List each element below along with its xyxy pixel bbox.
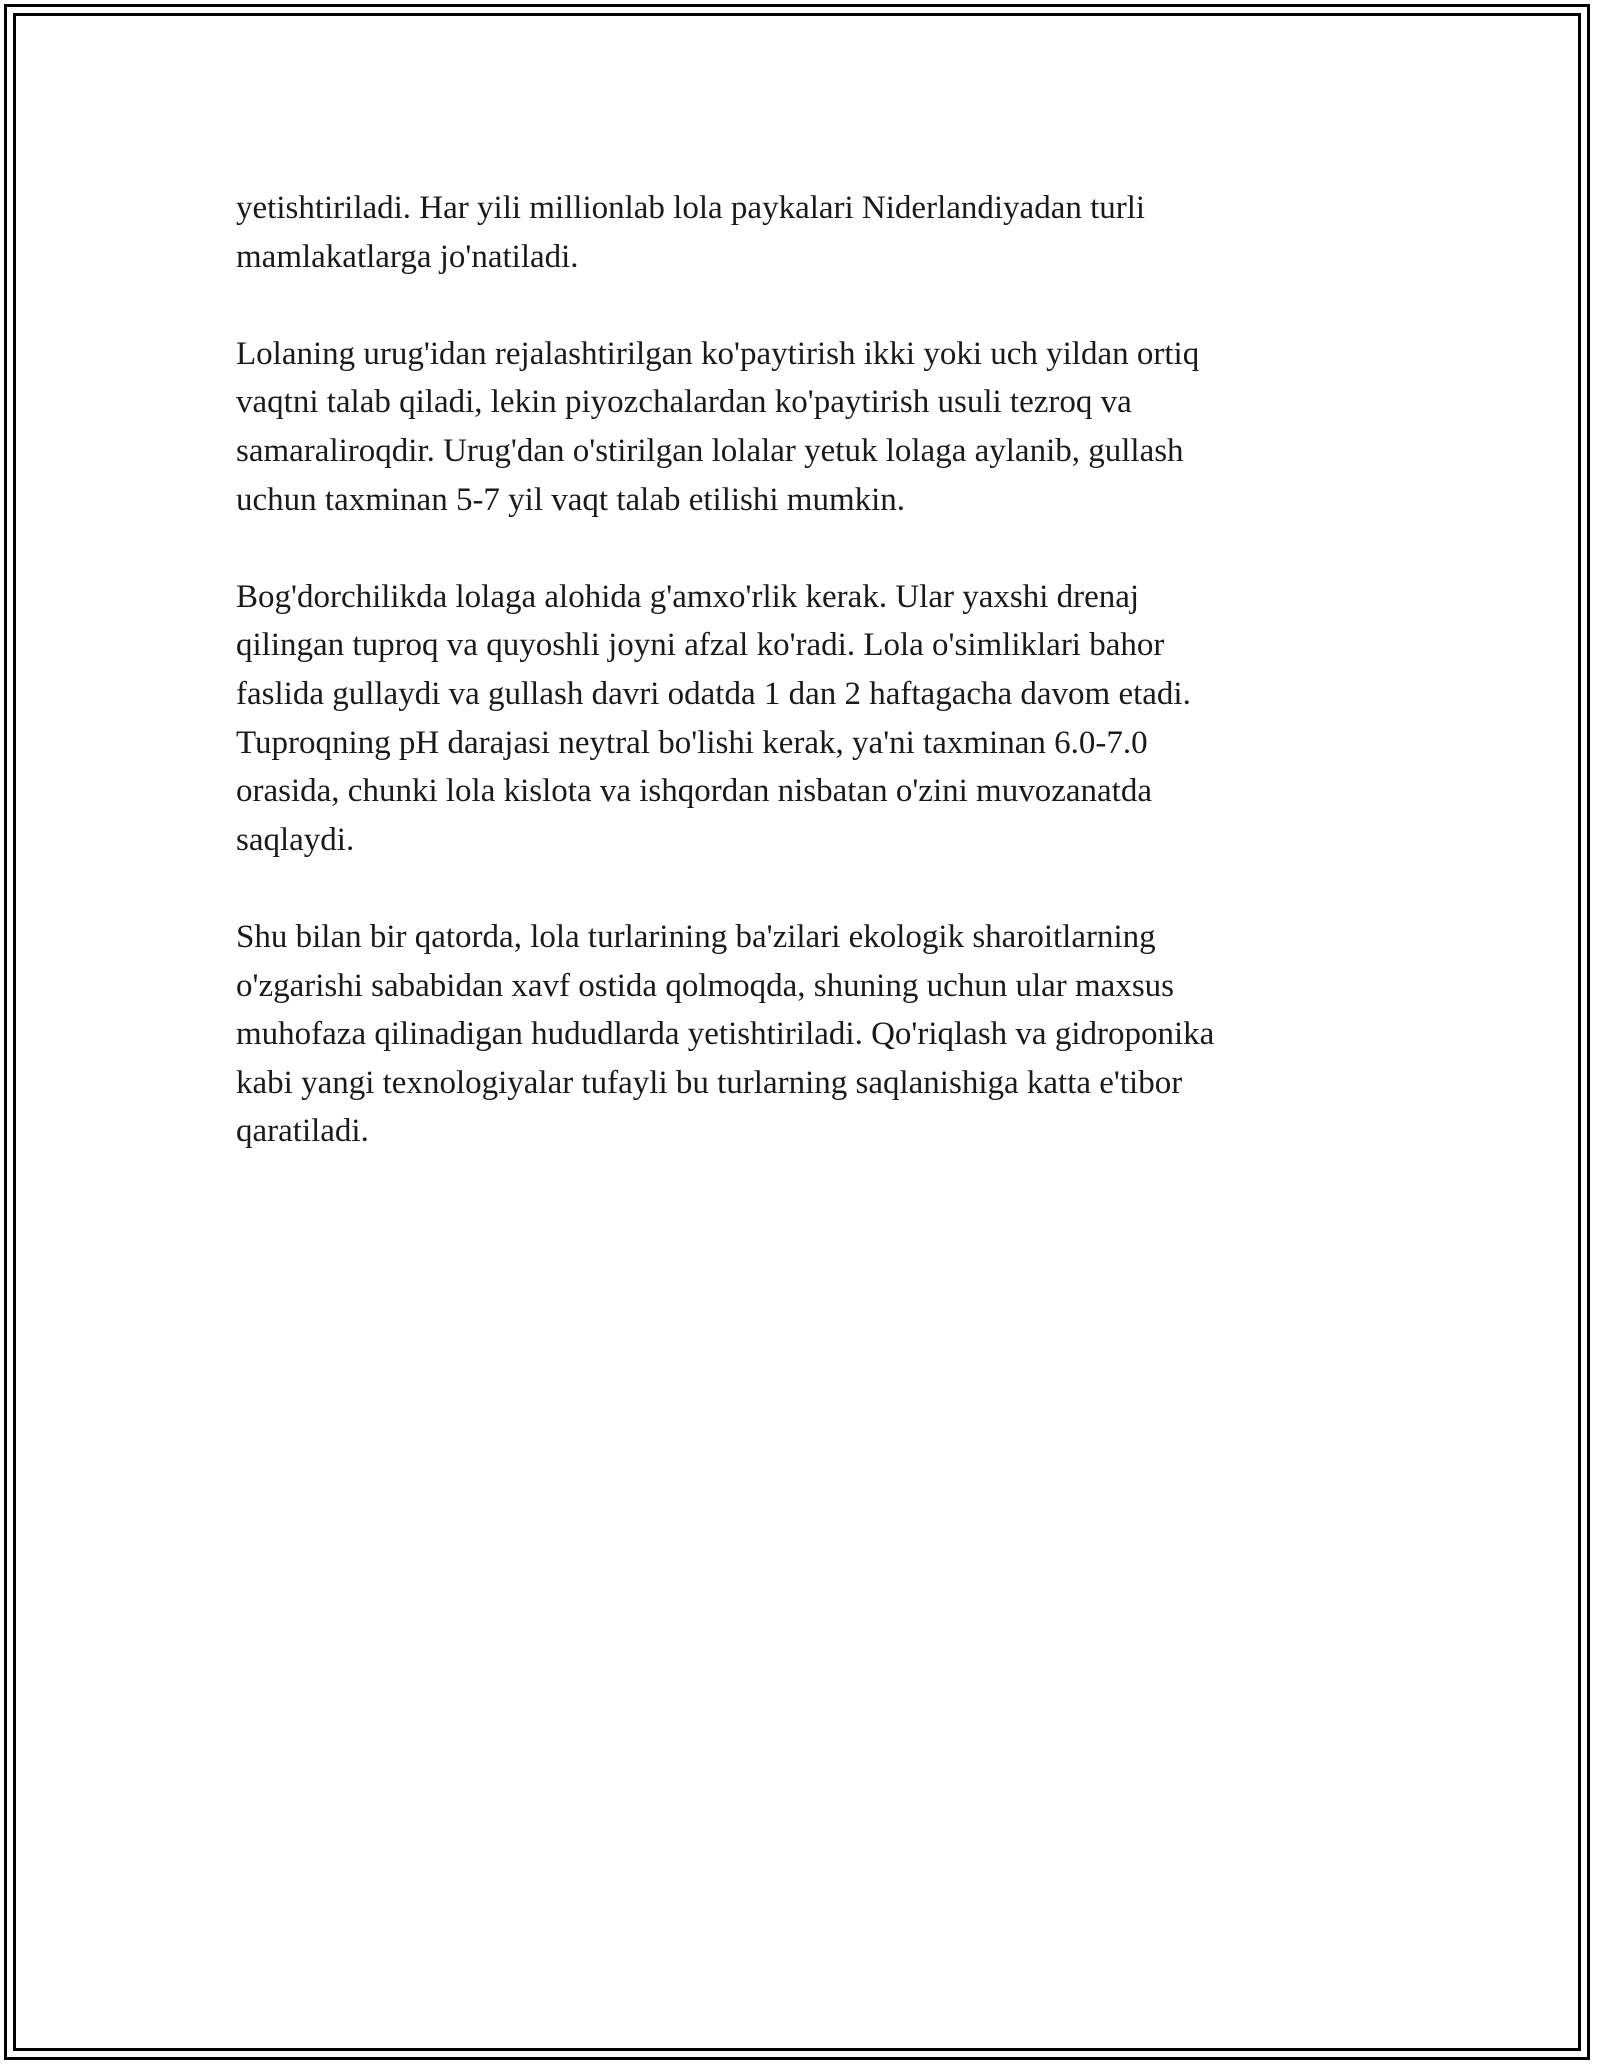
text-line: vaqtni talab qiladi, lekin piyozchalardan ko'paytirish usuli tezroq va — [236, 384, 1132, 421]
text-line: Bog'dorchilikda lolaga alohida g'amxo'rlik kerak. Ular yaxshi drenaj — [236, 578, 1140, 615]
document-body — [236, 184, 1356, 1204]
text-line: qaratiladi. — [236, 1113, 369, 1150]
text-line: orasida, chunki lola kislota va ishqordan nisbatan o'zini muvozanatda — [236, 773, 1152, 810]
paragraph-3 — [236, 573, 1356, 865]
text-line: Shu bilan bir qatorda, lola turlarining ba'zilari ekologik sharoitlarning — [236, 918, 1156, 955]
paragraph-4 — [236, 913, 1356, 1156]
text-line: mamlakatlarga jo'natiladi. — [236, 238, 579, 275]
text-line: Lolaning urug'idan rejalashtirilgan ko'paytirish ikki yoki uch yildan ortiq — [236, 335, 1200, 372]
text-line: yetishtiriladi. Har yili millionlab lola paykalari Niderlandiyadan turli — [236, 190, 1146, 226]
text-line: uchun taxminan 5-7 yil vaqt talab etilishi mumkin. — [236, 481, 906, 518]
text-line: faslida gullaydi va gullash davri odatda 1 dan 2 haftagacha davom etadi. — [236, 675, 1191, 712]
text-line: samaraliroqdir. Urug'dan o'stirilgan lolalar yetuk lolaga aylanib, gullash — [236, 432, 1184, 469]
paragraph-1 — [236, 184, 1356, 281]
text-line: Tuproqning pH darajasi neytral bo'lishi kerak, ya'ni taxminan 6.0-7.0 — [236, 724, 1148, 761]
paragraph-2 — [236, 330, 1356, 524]
text-line: saqlaydi. — [236, 821, 355, 858]
text-line: muhofaza qilinadigan hududlarda yetishtiriladi. Qo'riqlash va gidroponika — [236, 1016, 1215, 1053]
text-line: kabi yangi texnologiyalar tufayli bu turlarning saqlanishiga katta e'tibor — [236, 1064, 1183, 1101]
text-line: o'zgarishi sababidan xavf ostida qolmoqda, shuning uchun ular maxsus — [236, 967, 1175, 1004]
text-line: qilingan tuproq va quyoshli joyni afzal ko'radi. Lola o'simliklari bahor — [236, 627, 1165, 664]
